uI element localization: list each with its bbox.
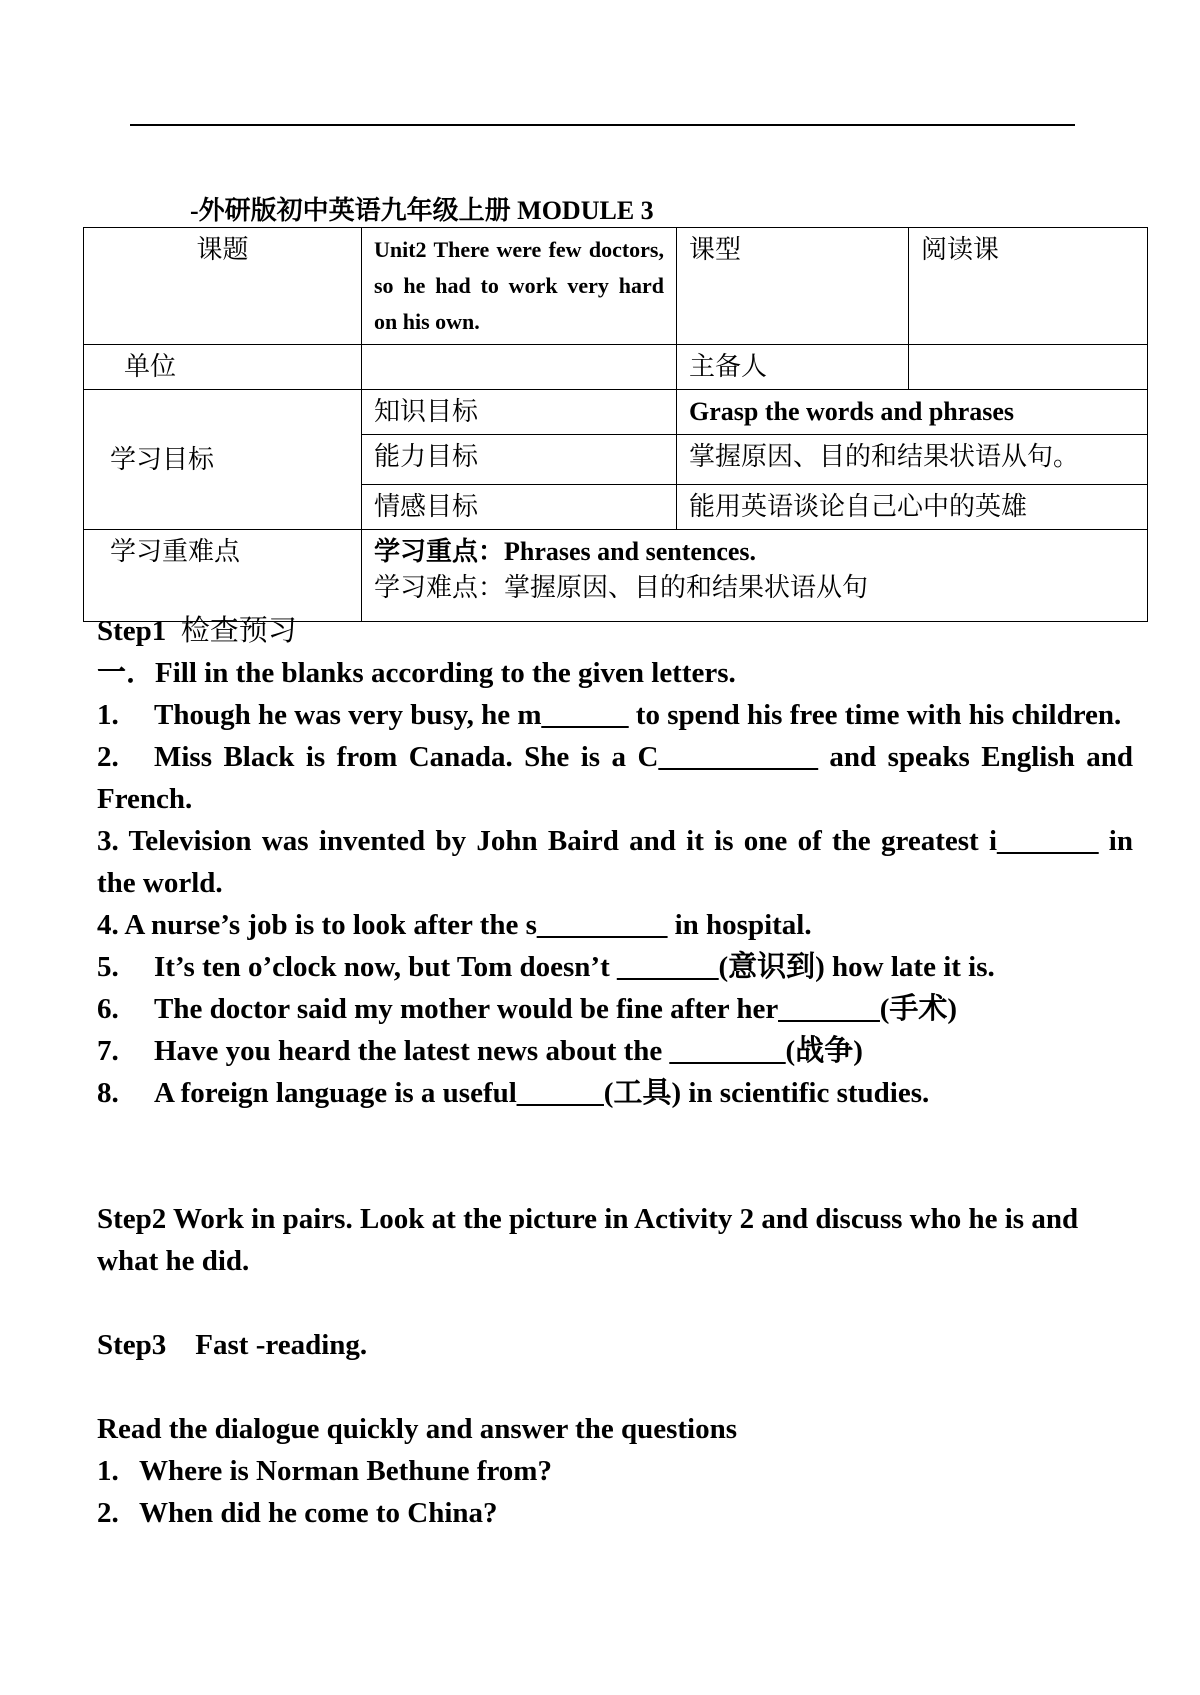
- topic-value: Unit2 There were few doctors, so he had to work very hard on his own.: [362, 228, 677, 345]
- step3-section: [97, 1324, 1133, 1366]
- step1-instruction: 一．Fill in the blanks according to the given letters.: [97, 657, 736, 689]
- question-text: When did he come to China?: [139, 1497, 498, 1529]
- topic-label: 课题: [84, 228, 362, 345]
- item-text: Though he was very busy, he m______ to spend his free time with his children.: [154, 699, 1122, 731]
- item-text: It’s ten o’clock now, but Tom doesn’t _______(意识到) how late it is.: [154, 951, 995, 983]
- header-rule: [130, 124, 1075, 126]
- item-number: 1.: [97, 699, 119, 731]
- item-number: 8.: [97, 1077, 119, 1109]
- step1-heading: [97, 609, 1133, 652]
- step2-text: Step2 Work in pairs. Look at the picture in Activity 2 and discuss who he is and what he did.: [97, 1203, 1079, 1277]
- goals-label: 学习目标: [84, 390, 362, 530]
- preparer-value: [909, 345, 1148, 390]
- table-row: [84, 345, 1148, 390]
- table-row: [84, 530, 1148, 622]
- step2-section: [97, 1198, 1133, 1282]
- list-item: [97, 1492, 1133, 1534]
- type-label: 课型: [677, 228, 909, 345]
- list-item: [97, 988, 1133, 1030]
- table-row: [84, 390, 1148, 435]
- step3-instruction: Read the dialogue quickly and answer the questions: [97, 1413, 737, 1445]
- keypoints-label: 学习重难点: [84, 530, 362, 622]
- keypoint-difficult: 学习难点：掌握原因、目的和结果状语从句: [374, 573, 869, 602]
- item-text: Television was invented by John Baird and it is one of the greatest i_______ in the world.: [97, 825, 1133, 899]
- list-item: [97, 1450, 1133, 1492]
- list-item: [97, 904, 1133, 946]
- item-number: 4.: [97, 909, 119, 941]
- ability-label: 能力目标: [362, 435, 677, 485]
- list-item: [97, 946, 1133, 988]
- item-number: 7.: [97, 1035, 119, 1067]
- table-row: [84, 228, 1148, 345]
- unit-label: 单位: [84, 345, 362, 390]
- keypoint-important: 学习重点：Phrases and sentences.: [374, 537, 757, 566]
- item-number: 5.: [97, 951, 119, 983]
- item-text: Have you heard the latest news about the ________(战争): [154, 1035, 863, 1067]
- question-number: 1.: [97, 1455, 119, 1487]
- item-number: 2.: [97, 741, 119, 773]
- list-item: [97, 694, 1133, 736]
- item-number: 3.: [97, 825, 119, 857]
- list-item: [97, 820, 1133, 904]
- lesson-plan-table: [83, 227, 1148, 622]
- step1-section: [97, 609, 1133, 1114]
- document-title: -外研版初中英语九年级上册 MODULE 3: [190, 196, 654, 225]
- type-value: 阅读课: [909, 228, 1148, 345]
- preparer-label: 主备人: [677, 345, 909, 390]
- keypoints-cell: [362, 530, 1148, 622]
- item-number: 6.: [97, 993, 119, 1025]
- item-text: A nurse’s job is to look after the s_________ in hospital.: [124, 909, 812, 941]
- step1-heading-en: Step1: [97, 615, 167, 647]
- item-text: Miss Black is from Canada. She is a C___________ and speaks English and French.: [97, 741, 1133, 815]
- list-item: [97, 1030, 1133, 1072]
- item-text: A foreign language is a useful______(工具) in scientific studies.: [154, 1077, 930, 1109]
- question-text: Where is Norman Bethune from?: [139, 1455, 552, 1487]
- emotion-value: 能用英语谈论自己心中的英雄: [677, 485, 1148, 530]
- question-number: 2.: [97, 1497, 119, 1529]
- unit-value: [362, 345, 677, 390]
- item-text: The doctor said my mother would be fine after her_______(手术): [154, 993, 958, 1025]
- emotion-label: 情感目标: [362, 485, 677, 530]
- step3-heading: Step3 Fast -reading.: [97, 1329, 368, 1361]
- knowledge-label: 知识目标: [362, 390, 677, 435]
- step1-heading-cn: 检查预习: [180, 613, 297, 647]
- knowledge-value: Grasp the words and phrases: [677, 390, 1148, 435]
- list-item: [97, 1072, 1133, 1114]
- ability-value: 掌握原因、目的和结果状语从句。: [677, 435, 1148, 485]
- list-item: [97, 736, 1133, 820]
- step3-questions: [97, 1408, 1133, 1534]
